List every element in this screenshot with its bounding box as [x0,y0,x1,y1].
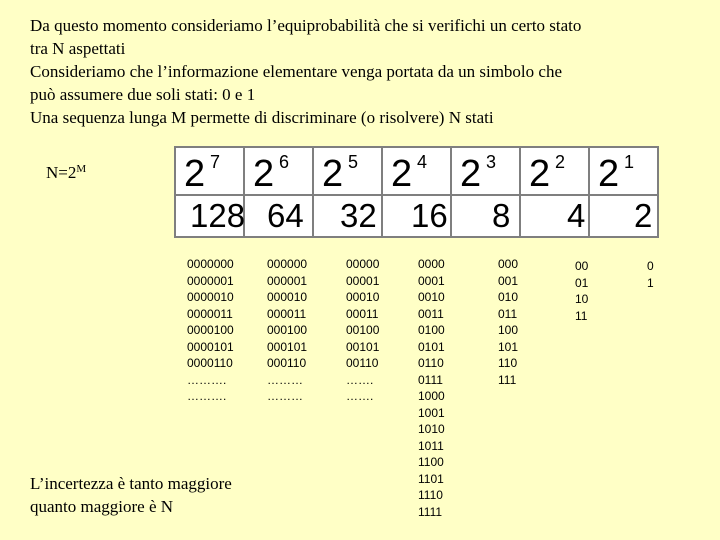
sequence-column-5 [346,256,379,405]
binary-sequence: 00 [575,259,589,273]
power-cell [313,147,382,195]
power-base: 2 [529,153,551,195]
binary-sequence: 10 [575,292,589,306]
binary-sequence: 001 [498,273,519,288]
intro-text [30,14,700,129]
binary-sequence: 00101 [346,339,380,354]
binary-sequence: 0000010 [187,290,234,304]
binary-sequence: 1101 [418,471,444,486]
binary-sequence: 1111 [418,504,443,519]
n-formula-base: N=2 [46,163,77,182]
binary-sequence: 0000000 [187,257,234,271]
binary-sequence: 0100 [418,323,445,337]
sequence-column-3 [498,256,518,388]
binary-sequence: 01 [575,275,589,290]
binary-sequence: 00000 [346,257,380,271]
power-exponent: 5 [348,152,359,172]
intro-line: può assumere due soli stati: 0 e 1 [30,85,256,104]
binary-sequence: ………. [187,372,227,387]
binary-sequence: 1 [647,275,654,290]
binary-sequence: 00100 [346,323,380,337]
power-cell [520,147,589,195]
binary-sequence: 0110 [418,356,444,370]
binary-sequence: 0010 [418,290,445,304]
binary-sequence: 000000 [267,257,308,271]
binary-sequence: 11 [575,308,588,323]
power-base: 2 [253,153,275,195]
intro-line: Consideriamo che l’informazione elementare venga portata da un simbolo che [30,62,562,81]
binary-sequence: 000110 [267,356,307,370]
binary-sequence: 00010 [346,290,380,304]
power-value: 64 [267,197,304,234]
power-value: 128 [190,197,246,234]
intro-line: tra N aspettati [30,39,126,58]
binary-sequence: 1100 [418,455,444,469]
sequence-column-6 [267,256,307,405]
value-cell [589,195,658,237]
powers-table [174,146,659,238]
power-exponent: 4 [417,152,428,172]
binary-sequence: 1011 [418,438,444,453]
binary-sequence: 000100 [267,323,308,337]
power-cell [175,147,244,195]
binary-sequence: 00001 [346,273,380,288]
value-cell [382,195,451,237]
power-exponent: 1 [624,152,635,172]
binary-sequence: 000101 [267,339,308,354]
binary-sequence: 0000 [418,257,445,271]
power-value: 2 [634,197,653,234]
conclusion-line: L’incertezza è tanto maggiore [30,474,232,493]
power-cell [589,147,658,195]
binary-sequence: ……… [267,389,303,403]
power-exponent: 2 [555,152,566,172]
conclusion-line: quanto maggiore è N [30,497,174,516]
binary-sequence: 101 [498,339,519,354]
binary-sequence: 0 [647,259,654,273]
binary-sequence: 1001 [418,405,445,420]
value-cell [451,195,520,237]
binary-sequence: ……. [346,372,374,387]
intro-line: Da questo momento consideriamo l’equiprobabilità che si verifichi un certo stato [30,16,582,35]
binary-sequence: 1000 [418,389,445,403]
binary-sequence: 1010 [418,422,445,436]
power-cell [244,147,313,195]
power-exponent: 3 [486,152,497,172]
value-cell [313,195,382,237]
power-value: 16 [411,197,448,234]
power-value: 32 [340,197,377,234]
power-value: 8 [492,197,511,234]
binary-sequence: 0000001 [187,273,234,288]
n-formula-exponent: M [76,163,87,175]
binary-sequence: 0111 [418,372,443,387]
intro-line: Una sequenza lunga M permette di discriminare (o risolvere) N stati [30,108,494,127]
binary-sequence: 0000011 [187,306,233,321]
sequence-column-4 [418,256,445,520]
power-base: 2 [598,153,620,195]
binary-sequence: ……. [346,389,374,403]
power-exponent: 6 [279,152,290,172]
values-row [175,195,658,237]
power-exponent: 7 [210,152,221,172]
value-cell [244,195,313,237]
sequence-column-1 [647,258,654,291]
binary-sequence: 00011 [346,306,379,321]
power-cell [451,147,520,195]
binary-sequence: 1110 [418,488,443,502]
binary-sequence: 0000100 [187,323,234,337]
power-value: 4 [567,197,586,234]
binary-sequence: 011 [498,306,518,321]
sequence-column-7 [187,256,234,405]
power-cell [382,147,451,195]
binary-sequence: 100 [498,323,519,337]
binary-sequence: 0011 [418,306,444,321]
power-base: 2 [460,153,482,195]
value-cell [520,195,589,237]
binary-sequence: 000001 [267,273,308,288]
value-cell [175,195,244,237]
binary-sequence: 000011 [267,306,307,321]
sequence-column-2 [575,258,588,324]
power-base: 2 [184,153,206,195]
binary-sequence: 111 [498,372,517,387]
n-formula [46,163,86,183]
binary-sequence: 00110 [346,356,379,370]
power-base: 2 [391,153,413,195]
powers-row [175,147,658,195]
binary-sequence: ………. [187,389,227,403]
binary-sequence: 010 [498,290,519,304]
binary-sequence: 0000110 [187,356,233,370]
binary-sequence: 000010 [267,290,308,304]
binary-sequence: 0101 [418,339,445,354]
binary-sequence: 0001 [418,273,445,288]
binary-sequence: 110 [498,356,518,370]
binary-sequence: 000 [498,257,519,271]
power-base: 2 [322,153,344,195]
conclusion-text [30,472,232,518]
binary-sequence: ……… [267,372,303,387]
binary-sequence: 0000101 [187,339,234,354]
